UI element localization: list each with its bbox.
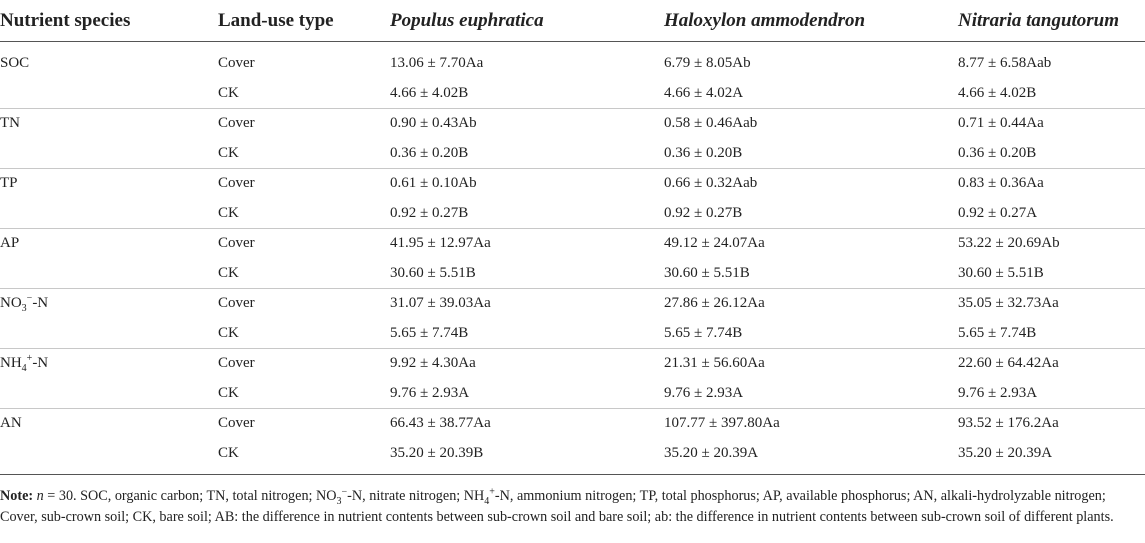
cell-nitraria: 9.76 ± 2.93A: [958, 384, 1038, 401]
table-row: [0, 409, 1145, 439]
header-land-use-type: Land-use type: [218, 0, 390, 42]
header-populus-euphratica: Populus euphratica: [390, 0, 664, 42]
cell-nutrient: $NO_3^--N$: [0, 289, 218, 319]
cell-populus: 30.60 ± 5.51B: [390, 264, 476, 281]
note-no3-sub: 3: [336, 495, 342, 507]
cell-nutrient: [0, 199, 218, 229]
cell-nutrient: AP: [0, 229, 218, 259]
note-nh4-sup: +: [489, 486, 495, 498]
cell-nutrient: [0, 379, 218, 409]
cell-populus: 9.92 ± 4.30Aa: [390, 349, 664, 379]
cell-land-use: CK: [218, 144, 239, 161]
note-no3-sup: −: [341, 486, 348, 498]
cell-haloxylon: 0.36 ± 0.20B: [664, 144, 743, 161]
header-haloxylon-ammodendron: Haloxylon ammodendron: [664, 0, 958, 42]
cell-populus: 0.90 ± 0.43Ab: [390, 109, 664, 139]
cell-nitraria: 22.60 ± 64.42Aa: [958, 349, 1145, 379]
table-row: [0, 259, 1145, 289]
cell-land-use: Cover: [218, 55, 255, 72]
table-row: [0, 139, 1145, 169]
table-row: [0, 42, 1145, 79]
note-text-b: -N, nitrate nitrogen; NH: [347, 488, 485, 504]
cell-nitraria: 0.92 ± 0.27A: [958, 204, 1038, 221]
cell-nitraria: 35.05 ± 32.73Aa: [958, 289, 1145, 319]
note-label: Note: [0, 488, 29, 504]
cell-nutrient: [0, 139, 218, 169]
cell-land-use: CK: [218, 324, 239, 341]
table-row: [0, 439, 1145, 473]
cell-haloxylon: 35.20 ± 20.39A: [664, 444, 759, 461]
cell-populus: 0.92 ± 0.27B: [390, 204, 469, 221]
cell-populus: 0.36 ± 0.20B: [390, 144, 469, 161]
note-text-a: = 30. SOC, organic carbon; TN, total nitrogen; NO: [43, 488, 337, 504]
table-row: [0, 319, 1145, 349]
cell-nitraria: 35.20 ± 20.39A: [958, 444, 1053, 461]
cell-nitraria: 53.22 ± 20.69Ab: [958, 229, 1145, 259]
cell-populus: 13.06 ± 7.70Aa: [390, 55, 484, 72]
cell-nitraria: 93.52 ± 176.2Aa: [958, 409, 1145, 439]
cell-nutrient: [0, 79, 218, 109]
cell-haloxylon: 9.76 ± 2.93A: [664, 384, 744, 401]
table-row: [0, 289, 1145, 319]
cell-nutrient: TN: [0, 109, 218, 139]
cell-haloxylon: 0.92 ± 0.27B: [664, 204, 743, 221]
cell-haloxylon: 30.60 ± 5.51B: [664, 264, 750, 281]
cell-land-use: CK: [218, 204, 239, 221]
cell-nitraria: 0.83 ± 0.36Aa: [958, 169, 1145, 199]
cell-populus: 0.61 ± 0.10Ab: [390, 169, 664, 199]
table-row: [0, 229, 1145, 259]
cell-land-use: CK: [218, 384, 239, 401]
cell-land-use: Cover: [218, 349, 390, 379]
header-nutrient-species: Nutrient species: [0, 0, 218, 42]
cell-populus: 5.65 ± 7.74B: [390, 324, 469, 341]
cell-haloxylon: 21.31 ± 56.60Aa: [664, 349, 958, 379]
cell-haloxylon: 5.65 ± 7.74B: [664, 324, 743, 341]
cell-nutrient: AN: [0, 409, 218, 439]
header-row: [0, 0, 1145, 42]
cell-nitraria: 0.71 ± 0.44Aa: [958, 109, 1145, 139]
header-nitraria-tangutorum: Nitraria tangutorum: [958, 0, 1145, 42]
cell-populus: 35.20 ± 20.39B: [390, 444, 484, 461]
note-text-c: -N, ammonium nitrogen; TP, total phosphorus; AP, available phosphorus; AN, alkali-hydrolyzable nitrogen; Cover, sub-crown soil; CK, bare soil; AB: the difference in nutrient contents between sub-crown soil and bare soil; ab: the difference in nutrient contents between sub-crown soil of different plants.: [0, 488, 1114, 525]
cell-nutrient: [0, 319, 218, 349]
note-n-variable: n: [36, 488, 44, 504]
cell-land-use: CK: [218, 264, 239, 281]
table-row: [0, 379, 1145, 409]
cell-nitraria: 30.60 ± 5.51B: [958, 264, 1044, 281]
table-header: [0, 0, 1145, 42]
cell-land-use: Cover: [218, 229, 390, 259]
cell-haloxylon: 107.77 ± 397.80Aa: [664, 409, 958, 439]
cell-haloxylon: 27.86 ± 26.12Aa: [664, 289, 958, 319]
cell-nutrient: SOC: [0, 55, 30, 72]
table-row: [0, 109, 1145, 139]
cell-land-use: Cover: [218, 409, 390, 439]
cell-populus: 31.07 ± 39.03Aa: [390, 289, 664, 319]
cell-haloxylon: 49.12 ± 24.07Aa: [664, 229, 958, 259]
cell-populus: 9.76 ± 2.93A: [390, 384, 470, 401]
table-body: [0, 42, 1145, 473]
cell-nutrient: $NH_4^+-N$: [0, 349, 218, 379]
cell-nitraria: 8.77 ± 6.58Aab: [958, 55, 1052, 72]
cell-nitraria: 4.66 ± 4.02B: [958, 84, 1037, 101]
cell-nitraria: 0.36 ± 0.20B: [958, 144, 1037, 161]
table-row: [0, 169, 1145, 199]
cell-land-use: Cover: [218, 289, 390, 319]
cell-land-use: CK: [218, 84, 239, 101]
cell-nutrient: [0, 439, 218, 473]
cell-populus: 41.95 ± 12.97Aa: [390, 229, 664, 259]
table-note: Note: n = 30. SOC, organic carbon; TN, total nitrogen; $NO_3^--N$, nitrate nitrogen; $NH_4^+-N$, ammonium nitrogen; TP, total phosphorus; AP, available phosphorus; AN, alkali-hydrolyzable nitrogen; Cover, sub-crown soil; CK, bare soil; AB: the difference in nutrient contents between sub-crown soil and bare soil; ab: the difference in nutrient contents between sub-crown soil of different plants.: [0, 474, 1145, 528]
cell-populus: 66.43 ± 38.77Aa: [390, 409, 664, 439]
cell-nutrient: [0, 259, 218, 289]
cell-nutrient: TP: [0, 169, 218, 199]
table-row: [0, 349, 1145, 379]
cell-haloxylon: 0.66 ± 0.32Aab: [664, 169, 958, 199]
cell-land-use: Cover: [218, 169, 390, 199]
cell-populus: 4.66 ± 4.02B: [390, 84, 469, 101]
cell-nitraria: 5.65 ± 7.74B: [958, 324, 1037, 341]
cell-haloxylon: 4.66 ± 4.02A: [664, 84, 744, 101]
cell-haloxylon: 6.79 ± 8.05Ab: [664, 55, 751, 72]
table-row: [0, 199, 1145, 229]
cell-land-use: CK: [218, 444, 239, 461]
note-nh4-sub: 4: [484, 495, 490, 507]
table-row: [0, 79, 1145, 109]
cell-land-use: Cover: [218, 109, 390, 139]
cell-haloxylon: 0.58 ± 0.46Aab: [664, 109, 958, 139]
